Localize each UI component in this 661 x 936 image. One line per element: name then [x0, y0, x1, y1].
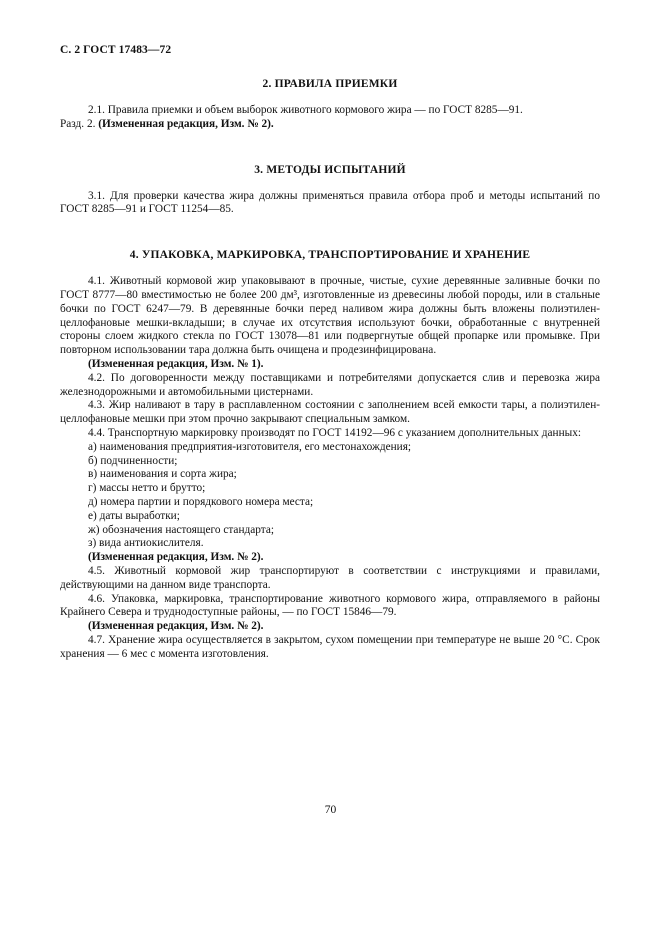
paragraph-4-7: 4.7. Хранение жира осуществляется в закрытом, сухом помещении при температуре не выше 20 °С. Срок хранения — 6 мес с момента изготовления. — [60, 633, 600, 660]
paragraph-2-amendment — [60, 118, 600, 132]
paragraph-4-2: 4.2. По договоренности между поставщиками и потребителями допускается слив и перевозка жира железнодорожными и автомобильными цистернами. — [60, 371, 600, 398]
section-4-title: 4. УПАКОВКА, МАРКИРОВКА, ТРАНСПОРТИРОВАНИЕ И ХРАНЕНИЕ — [129, 249, 531, 262]
list-item-g: г) массы нетто и брутто; — [88, 482, 206, 495]
amendment-4-6: (Измененная редакция, Изм. № 2). — [88, 620, 264, 633]
list-item-v: в) наименования и сорта жира; — [88, 468, 237, 481]
amendment-prefix: Разд. 2. — [60, 117, 99, 130]
page-number: 70 — [324, 804, 337, 816]
list-item-d: д) номера партии и порядкового номера места; — [88, 495, 314, 508]
paragraph-4-4: 4.4. Транспортную маркировку производят по ГОСТ 14192—96 с указанием дополнительных данных: — [88, 426, 581, 439]
amendment-4-4: (Измененная редакция, Изм. № 2). — [88, 551, 264, 564]
list-item-e: е) даты выработки; — [88, 509, 180, 522]
paragraph-4-1: 4.1. Животный кормовой жир упаковывают в прочные, чистые, сухие деревянные заливные бочки по ГОСТ 8777—80 вместимостью не более 200 дм³, изготовленные из древесины любой породы, или в стальные бочки по ГОСТ 6247—79. В деревянные бочки перед наливом жира должны быть вложены полиэтилен-целлофановые мешки-вкладыши; в случае их отсутствия используют бочки, обработанные с внутренней стороны слоем жидкого стекла по ГОСТ 13078—81 или подвергнутые общей пропарке или промывке. При повторном использовании тара должна быть очищена и продезинфицирована. — [60, 275, 600, 357]
amendment-4-1: (Измененная редакция, Изм. № 1). — [88, 357, 264, 370]
list-item-b: б) подчиненности; — [88, 454, 178, 467]
list-item-a: а) наименования предприятия-изготовителя, его местонахождения; — [88, 440, 412, 453]
section-2-title: 2. ПРАВИЛА ПРИЕМКИ — [262, 78, 398, 90]
amendment-note: (Измененная редакция, Изм. № 2). — [98, 117, 274, 130]
list-item-zh: ж) обозначения настоящего стандарта; — [88, 523, 274, 536]
section-3-title: 3. МЕТОДЫ ИСПЫТАНИЙ — [254, 163, 406, 176]
paragraph-3-1: 3.1. Для проверки качества жира должны применяться правила отбора проб и методы испытаний по ГОСТ 8285—91 и ГОСТ 11254—85. — [60, 189, 600, 216]
paragraph-4-5: 4.5. Животный кормовой жир транспортируют в соответствии с инструкциями и правилами, действующими на данном виде транспорта. — [60, 564, 600, 591]
document-body — [60, 78, 600, 662]
paragraph-4-6: 4.6. Упаковка, маркировка, транспортирование животного кормового жира, отправляемого в районы Крайнего Севера и труднодоступные районы, — по ГОСТ 15846—79. — [60, 592, 600, 619]
list-item-z: з) вида антиокислителя. — [88, 537, 204, 550]
paragraph-4-3: 4.3. Жир наливают в тару в расплавленном состоянии с заполнением всей емкости тары, а полиэтилен-целлофановые мешки при этом прочно закрывают специальным замком. — [60, 399, 600, 426]
paragraph-2-1: 2.1. Правила приемки и объем выборок животного кормового жира — по ГОСТ 8285—91. — [88, 104, 523, 116]
page-header: С. 2 ГОСТ 17483—72 — [60, 44, 172, 56]
